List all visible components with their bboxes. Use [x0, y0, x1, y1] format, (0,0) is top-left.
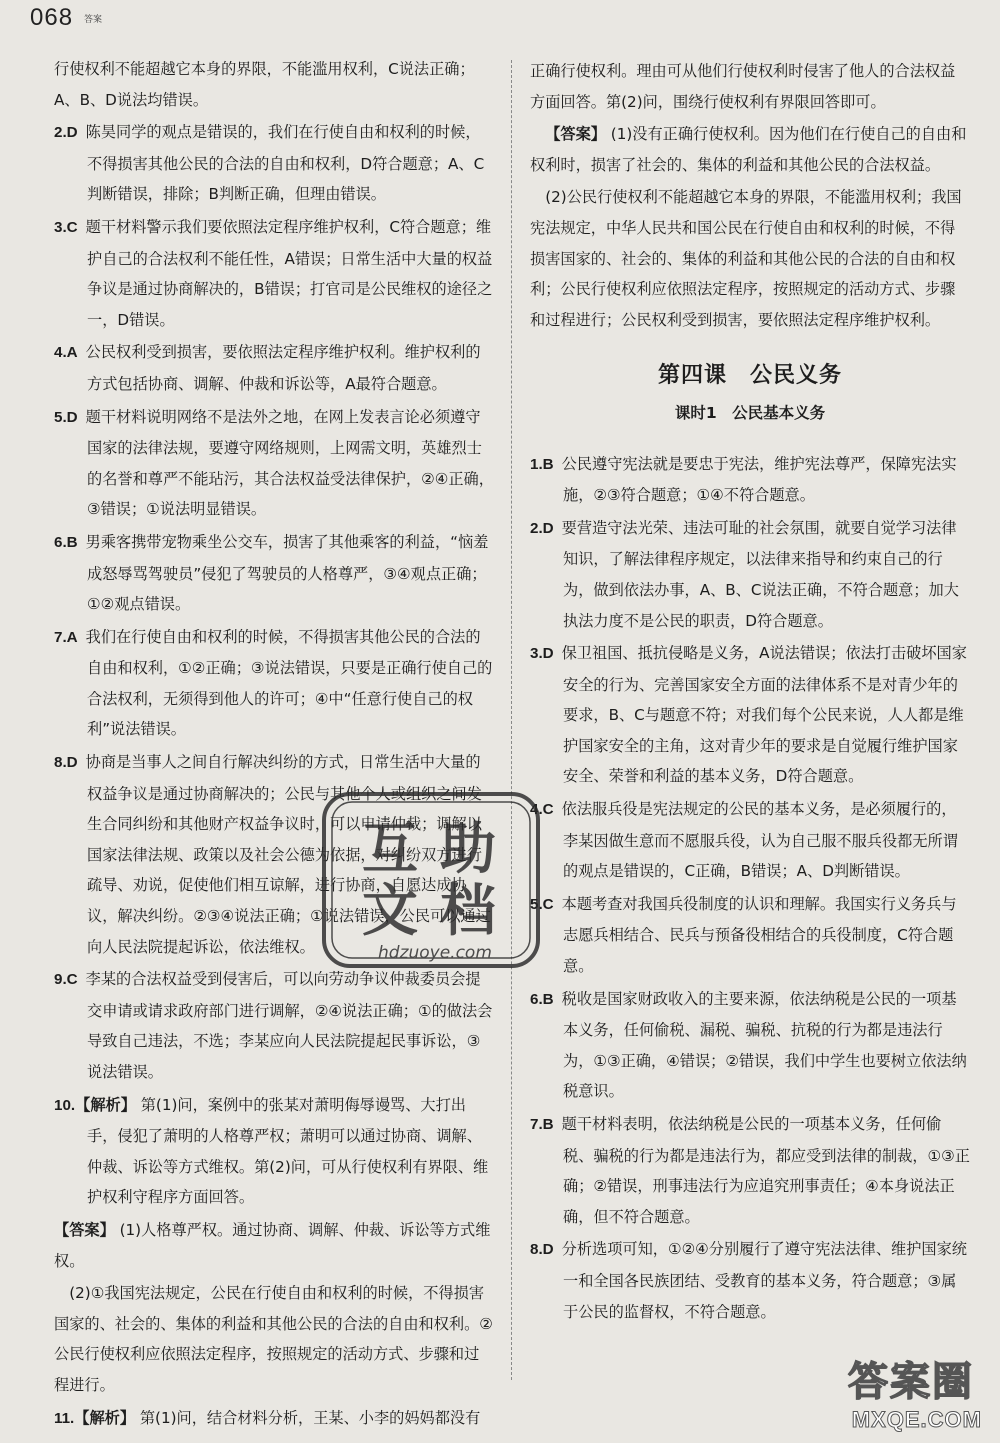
- answer-item: [54, 117, 494, 210]
- answer-key: 【答案】: [545, 125, 606, 144]
- answer-item: [54, 1215, 494, 1276]
- answer-key: A: [66, 628, 78, 646]
- answer-key: D: [66, 754, 78, 772]
- answer-key: A: [66, 344, 78, 362]
- watermark-logo: 答案圈: [848, 1359, 974, 1405]
- answer-text: (2)①我国宪法规定，公民在行使自由和权利的时候，不得损害国家的、社会的、集体的利益和其他公民的合法的自由和权利。②公民行使权利应依照法定程序，按照规定的活动方式、步骤和过程进行。: [54, 1284, 493, 1394]
- answer-text: 我们在行使自由和权利的时候，不得损害其他公民的合法的自由和权利，①②正确；③说法错误，只要是正确行使自己的合法权利，无须得到他人的许可；④中“任意行使自己的权利”说法错误。: [85, 627, 493, 739]
- answer-item: [530, 119, 970, 180]
- answer-text: 分析选项可知，①②④分别履行了遵守宪法法律、维护国家统一和全国各民族团结、受教育的基本义务，符合题意；③属于公民的监督权，不符合题意。: [561, 1240, 967, 1321]
- answer-item: [54, 622, 494, 745]
- answer-text: 行使权利不能超越它本身的界限，不能滥用权利，C说法正确；A、B、D说法均错误。: [54, 60, 475, 109]
- answer-item: [530, 513, 970, 636]
- answer-key: C: [542, 895, 554, 913]
- svg-text:文: 文: [362, 879, 418, 944]
- answer-key: C: [66, 971, 78, 989]
- question-number: 5.: [54, 408, 67, 426]
- answer-item: [530, 1109, 970, 1232]
- answer-item: [54, 212, 494, 335]
- answer-text: 本题考查对我国兵役制度的认识和理解。我国实行义务兵与志愿兵相结合、民兵与预备役相结合的兵役制度，C符合题意。: [561, 894, 957, 976]
- answer-key: 【解析】: [75, 1095, 136, 1114]
- question-number: 7.: [530, 1116, 543, 1133]
- answer-text: 第(1)问，结合材料分析，王某、小李的妈妈都没有: [139, 1408, 481, 1427]
- left-column: [54, 54, 494, 1436]
- question-number: 2.: [54, 124, 67, 142]
- svg-text:助: 助: [440, 817, 496, 882]
- question-number: 1.: [530, 455, 543, 473]
- answer-text: (2)公民行使权利不能超越它本身的界限，不能滥用权利；我国宪法规定，中华人民共和国公民在行使自由和权利的时候，不得损害国家的、社会的、集体的利益和其他公民的合法的自由和权利；公民行使权利应依照法定程序，按照规定的活动方式、步骤和过程进行；公民权利受到损害，要依照法定程序维护权利。: [530, 188, 962, 329]
- page-number: 068: [30, 4, 74, 31]
- answer-text: 依法服兵役是宪法规定的公民的基本义务，是必须履行的，李某因做生意而不愿服兵役，认为自己服不服兵役都无所谓的观点是错误的，C正确，B错误；A、D判断错误。: [561, 800, 958, 881]
- answer-text: 题干材料表明，依法纳税是公民的一项基本义务，任何偷税、骗税的行为都是违法行为，都应受到法律的制裁，①③正确；②错误，刑事违法行为应追究刑事责任；④本身说法正确，但不符合题意。: [561, 1115, 970, 1226]
- answer-key: B: [542, 455, 554, 473]
- answer-text: 李某的合法权益受到侵害后，可以向劳动争议仲裁委员会提交申请或请求政府部门进行调解，②④说法正确；①的做法会导致自己违法，不选；李某应向人民法院提起民事诉讼，③说法错误。: [85, 970, 493, 1081]
- answer-text: 陈昊同学的观点是错误的，我们在行使自由和权利的时候，不得损害其他公民的合法的自由和权利，D符合题意；A、C判断错误，排除；B判断正确，但理由错误。: [85, 123, 485, 204]
- page-number-label: 答案: [84, 15, 103, 25]
- right-top-continuation: [530, 56, 970, 335]
- answer-text: 税收是国家财政收入的主要来源，依法纳税是公民的一项基本义务，任何偷税、漏税、骗税、抗税的行为都是违法行为，①③正确，④错误；②错误，我们中学生也要树立依法纳税意识。: [561, 989, 967, 1101]
- answer-text: 题干材料警示我们要依照法定程序维护权利，C符合题意；维护自己的合法权利不能任性，A错误；日常生活中大量的权益争议是通过协商解决的，B错误；打官司是公民维权的途径之一，D错误。: [85, 217, 493, 329]
- answer-key: D: [66, 124, 78, 142]
- question-number: 6.: [530, 990, 543, 1008]
- answer-text: (1)人格尊严权。通过协商、调解、仲裁、诉讼等方式维权。: [54, 1220, 491, 1270]
- answer-item: [54, 1278, 494, 1400]
- question-number: 9.: [54, 971, 67, 989]
- column-divider: [511, 60, 512, 1380]
- lesson-title: 第四课 公民义务: [657, 363, 842, 389]
- right-column: [530, 56, 970, 1329]
- answer-text: 第(1)问，案例中的张某对萧明侮辱谩骂、大打出手，侵犯了萧明的人格尊严权；萧明可以通过协商、调解、仲裁、诉讼等方式维权。第(2)问，可从行使权利有界限、维护权利守程序方面回答。: [87, 1095, 489, 1207]
- question-number: 3.: [530, 645, 543, 663]
- answer-text: (1)没有正确行使权利。因为他们在行使自己的自由和权利时，损害了社会的、集体的利益和其他公民的合法权益。: [530, 125, 967, 174]
- answer-key: 【解析】: [74, 1408, 136, 1427]
- question-number: 6.: [54, 533, 67, 551]
- answer-text: 要营造守法光荣、违法可耻的社会氛围，就要自觉学习法律知识，了解法律程序规定，以法律来指导和约束自己的行为，做到依法办事，A、B、C说法正确，不符合题意；加大执法力度不是公民的职责，D符合题意。: [561, 518, 959, 630]
- answer-text: 公民权利受到损害，要依照法定程序维护权利。维护权利的方式包括协商、调解、仲裁和诉讼等，A最符合题意。: [85, 343, 481, 393]
- answer-key: B: [542, 1116, 554, 1133]
- question-number: 8.: [530, 1241, 543, 1259]
- answer-item: [530, 984, 970, 1107]
- question-number: 2.: [530, 519, 543, 537]
- question-number: 8.: [54, 754, 67, 772]
- answer-item: [530, 182, 970, 335]
- answer-key: C: [66, 218, 78, 236]
- question-number: 7.: [54, 628, 67, 646]
- answer-item: [530, 1234, 970, 1327]
- answer-text: 正确行使权利。理由可从他们行使权利时侵害了他人的合法权益方面回答。第(2)问，围绕行使权利有界限回答即可。: [530, 62, 956, 111]
- watermark-site: MXQE.COM: [851, 1407, 982, 1432]
- answer-text: 保卫祖国、抵抗侵略是义务，A说法错误；依法打击破坏国家安全的行为、完善国家安全方面的法律体系不是对青少年的要求，B、C与题意不符；对我们每个公民来说，人人都是维护国家安全的主角，这对青少年的要求是自觉履行维护国家安全、荣誉和利益的基本义务，D符合题意。: [561, 644, 967, 786]
- question-number: 10.: [54, 1096, 76, 1114]
- answer-text: 协商是当事人之间自行解决纠纷的方式，日常生活中大量的权益争议是通过协商解决的；公民与其他个人或组织之间发生合同纠纷和其他财产权益争议时，可以申请仲裁；调解以国家法律法规、政策以及社会公德为依据，对纠纷双方进行疏导、劝说，促使他们相互谅解，进行协商，自愿达成协议，解决纠纷。②③④说法正确；①说法错误，公民可以通过向人民法院提起诉讼，依法维权。: [85, 753, 491, 956]
- question-number: 3.: [54, 218, 67, 236]
- lesson-subtitle: 课时1 公民基本义务: [674, 403, 826, 422]
- answer-item: [530, 56, 970, 117]
- answer-item: [530, 449, 970, 511]
- question-number: 5.: [530, 895, 543, 913]
- question-number: 11.: [54, 1409, 75, 1427]
- svg-text:档: 档: [440, 879, 496, 944]
- answer-key: 【答案】: [54, 1220, 115, 1239]
- answer-text: 公民遵守宪法就是要忠于宪法，维护宪法尊严，保障宪法实施，②③符合题意；①④不符合题意。: [561, 454, 957, 505]
- answer-key: D: [542, 519, 554, 537]
- answer-item: [530, 889, 970, 982]
- answer-text: 题干材料说明网络不是法外之地，在网上发表言论必须遵守国家的法律法规，要遵守网络规则，上网需文明，英雄烈士的名誉和尊严不能玷污，其合法权益受法律保护，②④正确，③错误；①说法明显错误。: [85, 407, 494, 519]
- answer-item: [54, 1403, 494, 1435]
- question-number: 4.: [530, 801, 543, 819]
- svg-text:互: 互: [362, 817, 418, 882]
- answer-key: D: [66, 408, 78, 426]
- answer-key: B: [66, 533, 78, 551]
- right-answer-list: [530, 449, 970, 1328]
- answer-item: [54, 402, 494, 525]
- answer-key: D: [542, 1241, 554, 1259]
- answer-key: D: [542, 645, 554, 663]
- answer-item: [54, 964, 494, 1087]
- answer-key: B: [542, 990, 554, 1008]
- answer-item: [54, 54, 494, 115]
- hdzuoye-stamp-logo: [318, 790, 544, 974]
- answer-key: C: [542, 801, 554, 819]
- svg-text:hdzuoye.com: hdzuoye.com: [378, 943, 492, 963]
- answer-item: [530, 794, 970, 887]
- answer-text: 男乘客携带宠物乘坐公交车，损害了其他乘客的利益，“恼羞成怒辱骂驾驶员”侵犯了驾驶员的人格尊严，③④观点正确；①②观点错误。: [85, 532, 489, 614]
- answer-item: [54, 527, 494, 620]
- question-number: 4.: [54, 344, 67, 362]
- answer-item: [54, 1090, 494, 1213]
- answer-item: [530, 638, 970, 792]
- answer-item: [54, 337, 494, 399]
